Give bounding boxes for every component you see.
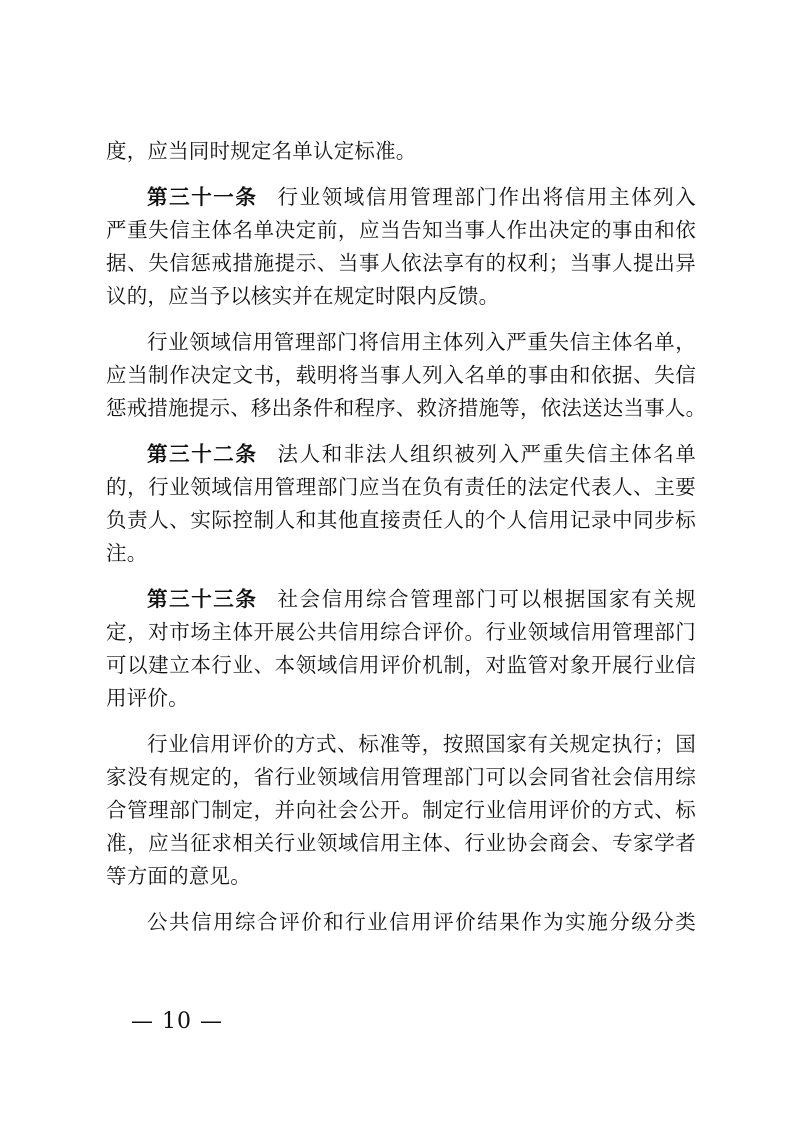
text-line: 注。 (106, 541, 148, 565)
article-33-paragraph (106, 583, 696, 715)
text-line: 可以建立本行业、本领域信用评价机制，对监管对象开展行业信 (106, 653, 696, 677)
text-line: 度，应当同时规定名单认定标准。 (106, 139, 417, 163)
text-line: 合管理部门制定，并向社会公开。制定行业信用评价的方式、标 (106, 798, 696, 822)
text-line: 据、失信惩戒措施提示、当事人依法享有的权利；当事人提出异 (106, 251, 696, 275)
article-31-paragraph (106, 181, 696, 313)
article-number: 第三十二条 (147, 442, 258, 466)
text-line (106, 583, 696, 616)
text-line (106, 438, 696, 471)
text-line: 等方面的意见。 (106, 864, 251, 888)
text-line: 严重失信主体名单决定前，应当告知当事人作出决定的事由和依 (106, 218, 696, 242)
text-line: 议的，应当予以核实并在规定时限内反馈。 (106, 284, 500, 308)
text-segment: 法人和非法人组织被列入严重失信主体名单 (277, 442, 696, 466)
page-number: — 10 — (131, 1009, 223, 1034)
text-segment: 社会信用综合管理部门可以根据国家有关规 (277, 587, 696, 611)
text-line: 应当制作决定文书，载明将当事人列入名单的事由和依据、失信 (106, 363, 696, 387)
text-line: 行业信用评价的方式、标准等，按照国家有关规定执行；国 (147, 732, 696, 756)
text-line: 负责人、实际控制人和其他直接责任人的个人信用记录中同步标 (106, 508, 696, 532)
text-line: 准，应当征求相关行业领域信用主体、行业协会商会、专家学者 (106, 831, 696, 855)
text-segment: 行业领域信用管理部门作出将信用主体列入 (277, 185, 696, 209)
text-line: 行业领域信用管理部门将信用主体列入严重失信主体名单， (147, 330, 696, 354)
paragraph-continuation (106, 135, 696, 168)
text-line (106, 181, 696, 214)
text-line: 惩戒措施提示、移出条件和程序、救济措施等，依法送达当事人。 (106, 396, 707, 420)
article-number: 第三十三条 (147, 587, 258, 611)
article-33-paragraph-2 (106, 728, 696, 893)
article-33-paragraph-3 (106, 906, 696, 939)
text-line: 的，行业领域信用管理部门应当在负有责任的法定代表人、主要 (106, 475, 696, 499)
document-body (106, 135, 707, 939)
text-line: 家没有规定的，省行业领域信用管理部门可以会同省社会信用综 (106, 765, 696, 789)
text-line: 用评价。 (106, 686, 189, 710)
article-32-paragraph (106, 438, 696, 570)
article-number: 第三十一条 (147, 185, 258, 209)
text-line: 定，对市场主体开展公共信用综合评价。行业领域信用管理部门 (106, 620, 696, 644)
text-line: 公共信用综合评价和行业信用评价结果作为实施分级分类 (147, 910, 696, 934)
article-31-paragraph-2 (106, 326, 707, 425)
